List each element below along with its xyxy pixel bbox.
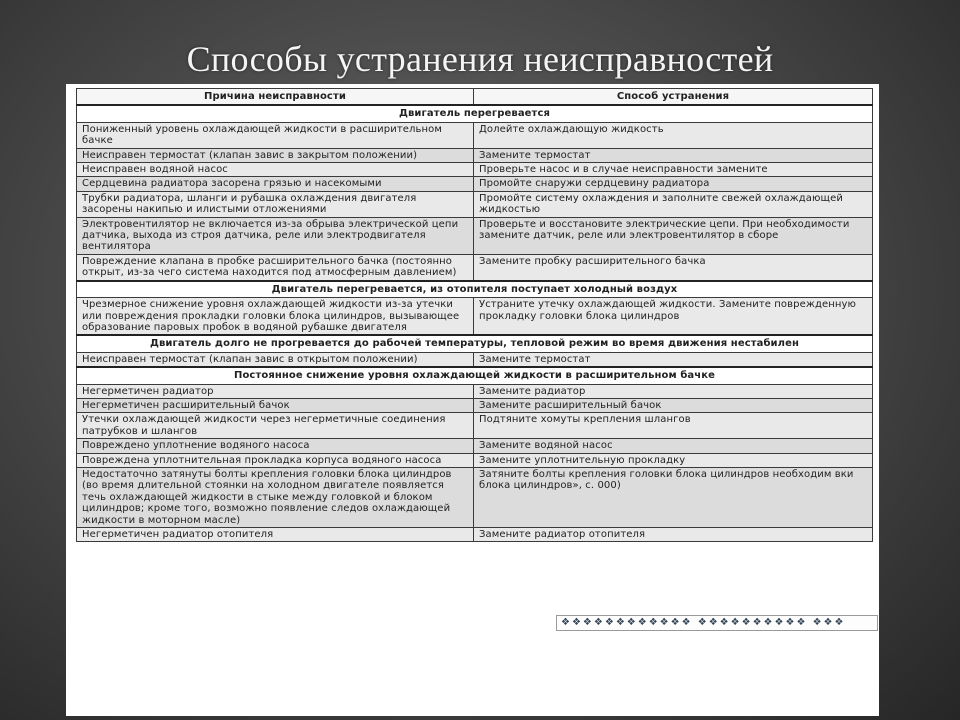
- cause-cell: Неисправен водяной насос: [77, 163, 474, 177]
- cause-cell: Повреждено уплотнение водяного насоса: [77, 439, 474, 453]
- remedy-cell: Замените радиатор отопителя: [474, 528, 873, 542]
- slide-title: Способы устранения неисправностей: [186, 39, 774, 79]
- remedy-cell: Проверьте насос и в случае неисправности замените: [474, 163, 873, 177]
- table-row: [77, 163, 873, 177]
- table-row: [77, 398, 873, 412]
- remedy-cell: Подтяните хомуты крепления шлангов: [474, 413, 873, 439]
- cause-cell: Неисправен термостат (клапан завис в открытом положении): [77, 352, 474, 367]
- table-row: [77, 528, 873, 542]
- cause-cell: Повреждение клапана в пробке расширительного бачка (постоянно открыт, из-за чего система находится под атмосферным давлением): [77, 254, 474, 280]
- section-title: Двигатель перегревается, из отопителя поступает холодный воздух: [77, 281, 873, 298]
- remedy-cell: Устраните утечку охлаждающей жидкости. Замените поврежденную прокладку головки блока цилиндров: [474, 298, 873, 336]
- remedy-cell: Промойте снаружи сердцевину радиатора: [474, 177, 873, 191]
- section-header-row: [77, 367, 873, 384]
- table-row: [77, 413, 873, 439]
- cause-cell: Негерметичен расширительный бачок: [77, 398, 474, 412]
- cause-cell: Электровентилятор не включается из-за обрыва электрической цепи датчика, выхода из строя датчика, реле или электродвигателя вентилятора: [77, 217, 474, 254]
- cause-cell: Неисправен термостат (клапан завис в закрытом положении): [77, 148, 474, 162]
- table-row: [77, 217, 873, 254]
- table-row: [77, 254, 873, 280]
- table-header-row: [77, 89, 873, 106]
- remedy-cell: Замените пробку расширительного бачка: [474, 254, 873, 280]
- remedy-cell: Замените термостат: [474, 148, 873, 162]
- remedy-cell: Замените уплотнительную прокладку: [474, 453, 873, 467]
- table-row: [77, 191, 873, 217]
- remedy-cell: Затяните болты крепления головки блока цилиндров необходим вки блока цилиндров», с. 000): [474, 467, 873, 527]
- cause-cell: Негерметичен радиатор отопителя: [77, 528, 474, 542]
- table-row: [77, 352, 873, 367]
- table-row: [77, 148, 873, 162]
- cause-cell: Негерметичен радиатор: [77, 384, 474, 398]
- remedy-cell: Замените расширительный бачок: [474, 398, 873, 412]
- table-row: [77, 122, 873, 148]
- remedy-cell: Проверьте и восстановите электрические цепи. При необходимости замените датчик, реле или электровентилятор в сборе: [474, 217, 873, 254]
- section-header-row: [77, 105, 873, 122]
- cause-cell: Сердцевина радиатора засорена грязью и насекомыми: [77, 177, 474, 191]
- decorative-chain-overlay: ❖❖❖❖❖❖❖❖❖❖❖❖ ❖❖❖❖❖❖❖❖❖❖ ❖❖❖: [556, 615, 878, 631]
- table-row: [77, 453, 873, 467]
- table-row: [77, 298, 873, 336]
- cause-cell: Недостаточно затянуты болты крепления головки блока цилиндров (во время длительной стоянки на холодном двигателе появляется течь охлаждающей жидкости в стыке между головкой и блоком цилиндров; кроме того, возможно появление следов охлаждающей жидкости в моторном масле): [77, 467, 474, 527]
- header-remedy: Способ устранения: [474, 89, 873, 106]
- cause-cell: Утечки охлаждающей жидкости через негерметичные соединения патрубков и шлангов: [77, 413, 474, 439]
- cause-cell: Чрезмерное снижение уровня охлаждающей жидкости из-за утечки или повреждения прокладки головки блока цилиндров, вызывающее образование паровых пробок в водяной рубашке двигателя: [77, 298, 474, 336]
- cause-cell: Пониженный уровень охлаждающей жидкости в расширительном бачке: [77, 122, 474, 148]
- table-row: [77, 177, 873, 191]
- header-cause: Причина неисправности: [77, 89, 474, 106]
- section-title: Двигатель долго не прогревается до рабочей температуры, тепловой режим во время движения нестабилен: [77, 335, 873, 352]
- troubleshooting-table: [76, 88, 873, 542]
- section-header-row: [77, 281, 873, 298]
- table-row: [77, 467, 873, 527]
- remedy-cell: Промойте систему охлаждения и заполните свежей охлаждающей жидкостью: [474, 191, 873, 217]
- table-body: [77, 105, 873, 542]
- remedy-cell: Замените термостат: [474, 352, 873, 367]
- section-title: Двигатель перегревается: [77, 105, 873, 122]
- section-header-row: [77, 335, 873, 352]
- table-row: [77, 384, 873, 398]
- cause-cell: Трубки радиатора, шланги и рубашка охлаждения двигателя засорены накипью и илистыми отложениями: [77, 191, 474, 217]
- section-title: Постоянное снижение уровня охлаждающей жидкости в расширительном бачке: [77, 367, 873, 384]
- cause-cell: Повреждена уплотнительная прокладка корпуса водяного насоса: [77, 453, 474, 467]
- remedy-cell: Замените радиатор: [474, 384, 873, 398]
- table-row: [77, 439, 873, 453]
- remedy-cell: Долейте охлаждающую жидкость: [474, 122, 873, 148]
- remedy-cell: Замените водяной насос: [474, 439, 873, 453]
